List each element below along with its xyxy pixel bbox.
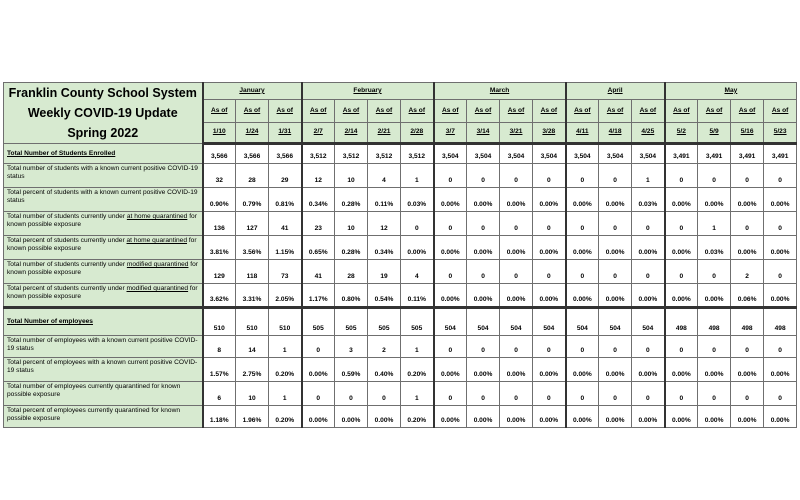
table-cell: 28 [335, 260, 368, 284]
table-cell: 8 [203, 336, 236, 358]
table-cell: 0.00% [698, 284, 731, 308]
row-label: Total percent of employees with a known current positive COVID-19 status [4, 358, 203, 382]
table-cell: 0.40% [368, 358, 401, 382]
table-cell: 0 [401, 212, 434, 236]
table-cell: 3,504 [467, 144, 500, 164]
table-cell: 0 [434, 212, 467, 236]
table-cell: 0.00% [764, 406, 797, 428]
report-title-line: Spring 2022 [67, 126, 139, 140]
table-row [4, 260, 797, 284]
table-cell: 3,566 [236, 144, 269, 164]
table-cell: 0 [665, 164, 698, 188]
table-cell: 0.00% [632, 406, 665, 428]
date-header: 2/14 [335, 122, 368, 143]
date-header: 2/28 [401, 122, 434, 143]
table-cell: 1.96% [236, 406, 269, 428]
table-cell: 498 [665, 308, 698, 336]
table-cell: 0.00% [599, 358, 632, 382]
date-header: 2/7 [302, 122, 335, 143]
table-cell: 504 [632, 308, 665, 336]
table-cell: 0.03% [698, 236, 731, 260]
row-label: Total number of employees currently quarantined for known possible exposure [4, 382, 203, 406]
as-of-label: As of [203, 100, 236, 122]
date-header: 5/2 [665, 122, 698, 143]
table-cell: 0.00% [566, 188, 599, 212]
table-cell: 504 [566, 308, 599, 336]
table-cell: 0 [302, 336, 335, 358]
as-of-label: As of [665, 100, 698, 122]
table-cell: 0.11% [401, 284, 434, 308]
date-header: 3/28 [533, 122, 566, 143]
table-cell: 0.00% [368, 406, 401, 428]
as-of-label: As of [698, 100, 731, 122]
row-label: Total percent of students with a known current positive COVID-19 status [4, 188, 203, 212]
table-row [4, 164, 797, 188]
table-cell: 505 [401, 308, 434, 336]
month-header: May [665, 83, 797, 100]
table-row [4, 212, 797, 236]
table-cell: 1.18% [203, 406, 236, 428]
date-header: 5/9 [698, 122, 731, 143]
date-header: 5/16 [731, 122, 764, 143]
table-cell: 3,512 [302, 144, 335, 164]
table-cell: 3,512 [335, 144, 368, 164]
table-cell: 0 [665, 260, 698, 284]
table-cell: 0 [632, 212, 665, 236]
table-cell: 0 [698, 382, 731, 406]
date-header: 5/23 [764, 122, 797, 143]
table-cell: 1.15% [269, 236, 302, 260]
table-cell: 0.00% [467, 236, 500, 260]
as-of-label: As of [500, 100, 533, 122]
table-cell: 0 [632, 260, 665, 284]
table-cell: 0.00% [533, 406, 566, 428]
table-cell: 41 [269, 212, 302, 236]
table-cell: 2 [368, 336, 401, 358]
table-cell: 0.00% [731, 406, 764, 428]
table-cell: 0 [632, 336, 665, 358]
table-cell: 0.00% [401, 236, 434, 260]
table-cell: 0.00% [533, 188, 566, 212]
table-cell: 0 [731, 212, 764, 236]
table-cell: 0.00% [764, 284, 797, 308]
report-title [4, 83, 203, 144]
row-label: Total percent of students currently under at home quarantined for known possible exposure [4, 236, 203, 260]
table-cell: 0.00% [731, 236, 764, 260]
table-cell: 504 [533, 308, 566, 336]
table-cell: 0.00% [665, 358, 698, 382]
table-cell: 1 [401, 382, 434, 406]
month-header: March [434, 83, 566, 100]
as-of-label: As of [731, 100, 764, 122]
table-cell: 0.00% [302, 406, 335, 428]
table-cell: 0.00% [764, 188, 797, 212]
table-cell: 0.00% [533, 236, 566, 260]
table-cell: 0.00% [665, 406, 698, 428]
table-cell: 0.03% [401, 188, 434, 212]
table-cell: 118 [236, 260, 269, 284]
table-cell: 0 [731, 336, 764, 358]
month-header: February [302, 83, 434, 100]
table-cell: 0.59% [335, 358, 368, 382]
table-cell: 0.00% [533, 358, 566, 382]
table-cell: 0.00% [533, 284, 566, 308]
table-cell: 0 [467, 164, 500, 188]
table-cell: 0 [434, 260, 467, 284]
row-label: Total Number of Students Enrolled [4, 144, 203, 164]
table-cell: 3,504 [566, 144, 599, 164]
table-cell: 0.00% [467, 358, 500, 382]
row-label: Total number of employees with a known current positive COVID-19 status [4, 336, 203, 358]
table-cell: 0.00% [467, 406, 500, 428]
table-cell: 3.81% [203, 236, 236, 260]
as-of-label: As of [533, 100, 566, 122]
table-cell: 3,504 [500, 144, 533, 164]
table-row [4, 188, 797, 212]
table-cell: 1 [269, 382, 302, 406]
table-cell: 4 [401, 260, 434, 284]
table-cell: 0 [665, 382, 698, 406]
table-cell: 0 [500, 260, 533, 284]
as-of-label: As of [632, 100, 665, 122]
table-cell: 0.00% [698, 358, 731, 382]
as-of-label: As of [566, 100, 599, 122]
table-cell: 0.06% [731, 284, 764, 308]
table-cell: 0 [764, 336, 797, 358]
table-cell: 0.81% [269, 188, 302, 212]
table-cell: 0 [764, 212, 797, 236]
table-cell: 0.00% [665, 284, 698, 308]
table-cell: 0.11% [368, 188, 401, 212]
date-header: 1/10 [203, 122, 236, 143]
table-cell: 12 [302, 164, 335, 188]
table-cell: 0.28% [335, 236, 368, 260]
table-cell: 0.00% [698, 406, 731, 428]
table-cell: 504 [599, 308, 632, 336]
table-cell: 498 [731, 308, 764, 336]
as-of-label: As of [599, 100, 632, 122]
date-header: 3/14 [467, 122, 500, 143]
label-emphasis: modified quarantined [126, 261, 189, 268]
table-cell: 0.00% [302, 358, 335, 382]
table-cell: 127 [236, 212, 269, 236]
table-cell: 3,504 [434, 144, 467, 164]
table-cell: 4 [368, 164, 401, 188]
table-cell: 0 [500, 164, 533, 188]
table-cell: 136 [203, 212, 236, 236]
table-cell: 19 [368, 260, 401, 284]
table-cell: 3,566 [269, 144, 302, 164]
table-cell: 0 [731, 382, 764, 406]
table-row [4, 358, 797, 382]
table-cell: 0 [764, 164, 797, 188]
table-cell: 73 [269, 260, 302, 284]
table-cell: 0.20% [401, 358, 434, 382]
table-cell: 0.00% [434, 236, 467, 260]
as-of-label: As of [236, 100, 269, 122]
table-cell: 0.00% [434, 406, 467, 428]
row-label: Total Number of employees [4, 308, 203, 336]
table-cell: 0.00% [500, 284, 533, 308]
table-cell: 0.20% [269, 358, 302, 382]
table-cell: 0.00% [599, 188, 632, 212]
date-header: 4/11 [566, 122, 599, 143]
table-cell: 505 [368, 308, 401, 336]
table-cell: 0 [533, 336, 566, 358]
covid-update-table [3, 82, 797, 428]
table-cell: 0 [566, 260, 599, 284]
table-cell: 10 [335, 164, 368, 188]
table-cell: 0 [434, 164, 467, 188]
table-cell: 0.00% [632, 284, 665, 308]
table-cell: 0.65% [302, 236, 335, 260]
table-cell: 0.20% [401, 406, 434, 428]
table-cell: 0 [368, 382, 401, 406]
table-cell: 0.00% [731, 358, 764, 382]
table-cell: 0 [566, 212, 599, 236]
table-cell: 3,491 [665, 144, 698, 164]
table-cell: 0 [500, 212, 533, 236]
table-cell: 0 [632, 382, 665, 406]
table-cell: 0.00% [566, 406, 599, 428]
table-cell: 129 [203, 260, 236, 284]
as-of-label: As of [302, 100, 335, 122]
row-label: Total number of students with a known current positive COVID-19 status [4, 164, 203, 188]
table-cell: 0.00% [434, 284, 467, 308]
row-label: Total percent of students currently under modified quarantined for known possible exposure [4, 284, 203, 308]
table-cell: 510 [236, 308, 269, 336]
table-cell: 0 [698, 260, 731, 284]
table-cell: 0.03% [632, 188, 665, 212]
table-cell: 0 [599, 336, 632, 358]
table-cell: 0.00% [599, 236, 632, 260]
month-header: January [203, 83, 302, 100]
table-cell: 0 [599, 212, 632, 236]
row-label: Total number of students currently under modified quarantined for known possible exposure [4, 260, 203, 284]
date-header: 3/21 [500, 122, 533, 143]
table-row [4, 382, 797, 406]
table-cell: 2.75% [236, 358, 269, 382]
as-of-label: As of [269, 100, 302, 122]
table-cell: 1 [401, 336, 434, 358]
table-cell: 0 [764, 382, 797, 406]
table-cell: 0 [533, 260, 566, 284]
table-cell: 0.00% [500, 236, 533, 260]
table-cell: 0.00% [566, 236, 599, 260]
table-cell: 0.00% [467, 284, 500, 308]
table-cell: 0 [731, 164, 764, 188]
table-cell: 3,504 [599, 144, 632, 164]
table-cell: 3,491 [731, 144, 764, 164]
table-cell: 28 [236, 164, 269, 188]
table-cell: 1.57% [203, 358, 236, 382]
table-cell: 41 [302, 260, 335, 284]
table-cell: 505 [335, 308, 368, 336]
table-cell: 0.00% [434, 188, 467, 212]
table-cell: 0.79% [236, 188, 269, 212]
as-of-label: As of [434, 100, 467, 122]
table-cell: 3,504 [533, 144, 566, 164]
table-cell: 0.20% [269, 406, 302, 428]
table-cell: 0.00% [500, 406, 533, 428]
table-cell: 510 [203, 308, 236, 336]
table-cell: 0 [434, 382, 467, 406]
table-cell: 0.00% [764, 236, 797, 260]
row-label: Total number of students currently under at home quarantined for known possible exposure [4, 212, 203, 236]
date-header: 1/24 [236, 122, 269, 143]
table-cell: 3,491 [698, 144, 731, 164]
month-header: April [566, 83, 665, 100]
table-cell: 1.17% [302, 284, 335, 308]
table-cell: 6 [203, 382, 236, 406]
table-cell: 0.90% [203, 188, 236, 212]
table-cell: 0 [566, 164, 599, 188]
table-cell: 3.62% [203, 284, 236, 308]
row-label: Total percent of employees currently quarantined for known possible exposure [4, 406, 203, 428]
table-row [4, 144, 797, 164]
date-header: 4/25 [632, 122, 665, 143]
table-cell: 0 [434, 336, 467, 358]
table-cell: 32 [203, 164, 236, 188]
table-cell: 498 [764, 308, 797, 336]
as-of-label: As of [335, 100, 368, 122]
table-row [4, 336, 797, 358]
table-cell: 0.00% [500, 188, 533, 212]
table-cell: 0 [500, 382, 533, 406]
table-cell: 14 [236, 336, 269, 358]
table-cell: 505 [302, 308, 335, 336]
label-emphasis: at home quarantined [126, 213, 188, 220]
table-cell: 0 [467, 212, 500, 236]
table-cell: 510 [269, 308, 302, 336]
date-header: 4/18 [599, 122, 632, 143]
label-emphasis: modified quarantined [126, 285, 189, 292]
table-cell: 0 [500, 336, 533, 358]
table-cell: 23 [302, 212, 335, 236]
report-title-line: Franklin County School System [8, 86, 197, 100]
table-cell: 1 [632, 164, 665, 188]
table-cell: 0 [566, 336, 599, 358]
table-row [4, 308, 797, 336]
table-row [4, 236, 797, 260]
table-cell: 0.00% [632, 358, 665, 382]
table-cell: 0.00% [764, 358, 797, 382]
table-cell: 0.00% [500, 358, 533, 382]
table-cell: 3.56% [236, 236, 269, 260]
table-cell: 0 [467, 260, 500, 284]
table-cell: 12 [368, 212, 401, 236]
table-cell: 0.80% [335, 284, 368, 308]
as-of-label: As of [467, 100, 500, 122]
table-cell: 0 [698, 336, 731, 358]
table-cell: 10 [335, 212, 368, 236]
table-cell: 0 [467, 336, 500, 358]
table-cell: 1 [269, 336, 302, 358]
table-cell: 10 [236, 382, 269, 406]
table-cell: 0.34% [368, 236, 401, 260]
table-cell: 1 [698, 212, 731, 236]
table-cell: 0.54% [368, 284, 401, 308]
table-cell: 0.00% [599, 284, 632, 308]
table-cell: 0.00% [731, 188, 764, 212]
table-cell: 0.00% [566, 284, 599, 308]
table-cell: 2 [731, 260, 764, 284]
table-cell: 0.00% [566, 358, 599, 382]
table-cell: 0.00% [665, 188, 698, 212]
table-cell: 0 [533, 212, 566, 236]
table-cell: 0.34% [302, 188, 335, 212]
as-of-label: As of [401, 100, 434, 122]
table-cell: 3.31% [236, 284, 269, 308]
table-cell: 0 [467, 382, 500, 406]
table-row [4, 284, 797, 308]
table-cell: 0 [698, 164, 731, 188]
table-cell: 3,504 [632, 144, 665, 164]
table-cell: 0.28% [335, 188, 368, 212]
table-cell: 0.00% [434, 358, 467, 382]
as-of-label: As of [764, 100, 797, 122]
table-cell: 0 [665, 336, 698, 358]
table-cell: 0 [599, 382, 632, 406]
table-cell: 3,491 [764, 144, 797, 164]
table-cell: 0.00% [467, 188, 500, 212]
table-cell: 0 [566, 382, 599, 406]
table-cell: 1 [401, 164, 434, 188]
table-cell: 0.00% [698, 188, 731, 212]
table-cell: 2.05% [269, 284, 302, 308]
table-cell: 498 [698, 308, 731, 336]
table-cell: 3,512 [368, 144, 401, 164]
table-cell: 0 [335, 382, 368, 406]
date-header: 3/7 [434, 122, 467, 143]
table-cell: 0.00% [665, 236, 698, 260]
report-title-line: Weekly COVID-19 Update [27, 106, 178, 120]
as-of-label: As of [368, 100, 401, 122]
date-header: 1/31 [269, 122, 302, 143]
table-cell: 0.00% [632, 236, 665, 260]
table-cell: 504 [467, 308, 500, 336]
table-cell: 0 [665, 212, 698, 236]
date-header: 2/21 [368, 122, 401, 143]
table-cell: 0.00% [335, 406, 368, 428]
table-cell: 3,512 [401, 144, 434, 164]
table-cell: 504 [500, 308, 533, 336]
table-cell: 3,566 [203, 144, 236, 164]
table-row [4, 406, 797, 428]
table-cell: 0 [533, 164, 566, 188]
table-cell: 0 [302, 382, 335, 406]
table-cell: 0 [533, 382, 566, 406]
table-cell: 0 [599, 164, 632, 188]
table-cell: 0.00% [599, 406, 632, 428]
table-cell: 29 [269, 164, 302, 188]
table-cell: 0 [599, 260, 632, 284]
label-emphasis: at home quarantined [126, 237, 187, 244]
table-cell: 504 [434, 308, 467, 336]
table-cell: 3 [335, 336, 368, 358]
table-cell: 0 [764, 260, 797, 284]
